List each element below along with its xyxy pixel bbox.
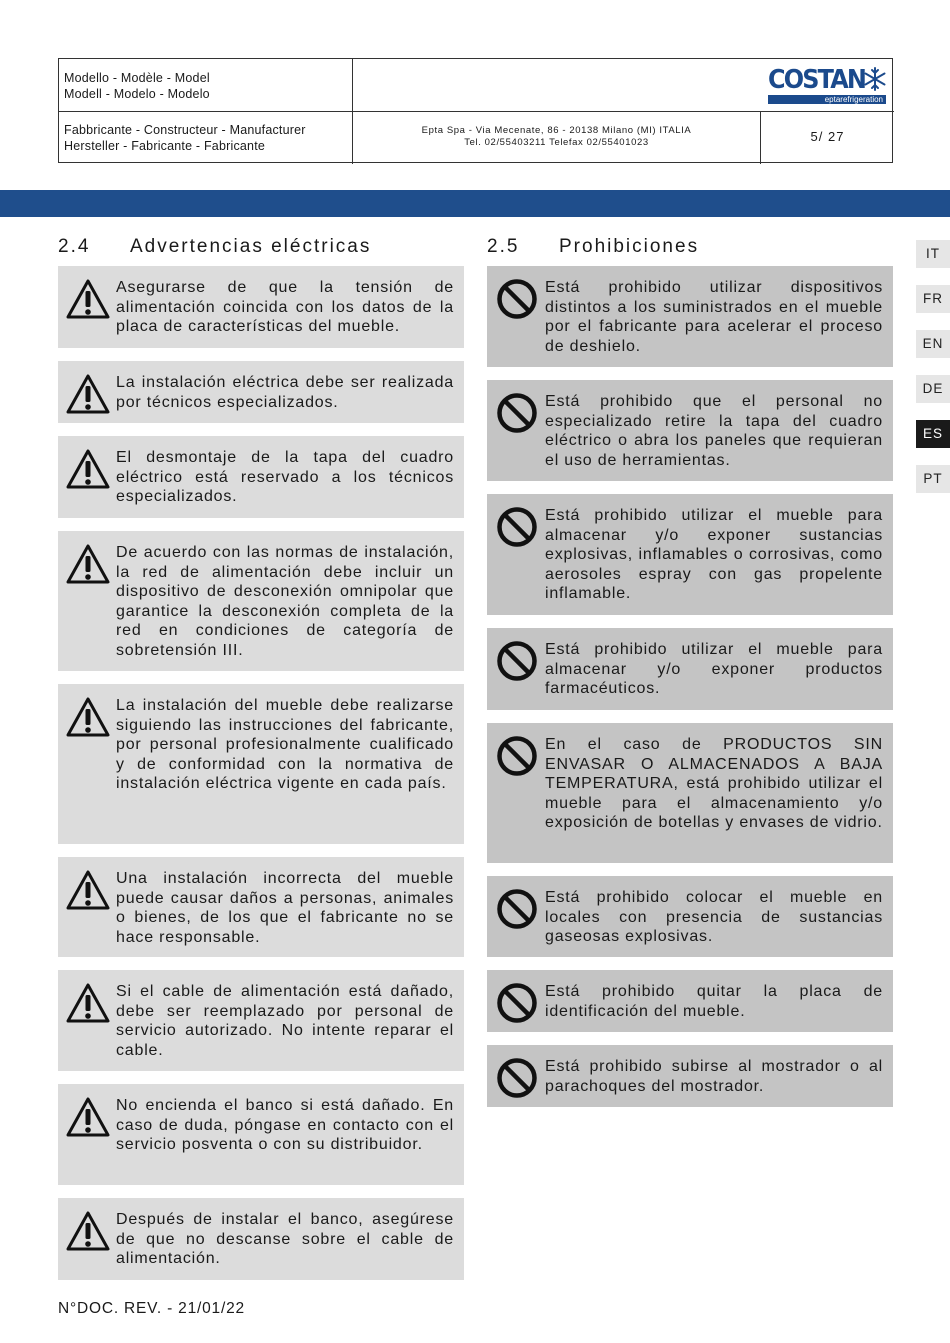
warning-triangle-icon: [66, 373, 110, 415]
prohibition-icon: [495, 392, 539, 434]
warning-box: [58, 266, 464, 348]
warning-box: [58, 1198, 464, 1280]
prohibition-text: En el caso de PRODUCTOS SIN ENVASAR O ALMACENADOS A BAJA TEMPERATURA, está prohibido utilizar el mueble para el almacenamiento y/o exposición de botellas y envases de vidrio.: [545, 736, 883, 831]
logo-wordmark: COSTAN: [768, 65, 866, 95]
warning-box: [58, 531, 464, 671]
warning-box: [58, 970, 464, 1071]
prohibition-icon: [495, 506, 539, 548]
manufacturer-label-cell: [59, 112, 353, 164]
language-tab-de[interactable]: DE: [916, 375, 950, 403]
language-tab-en[interactable]: EN: [916, 330, 950, 358]
warning-text: No encienda el banco si está dañado. En caso de duda, póngase en contacto con el servicio posventa o con su distribuidor.: [116, 1097, 454, 1153]
warning-triangle-icon: [66, 1096, 110, 1138]
language-tabs: [916, 240, 950, 510]
warning-triangle-icon: [66, 1210, 110, 1252]
logo-subtitle: eptarefrigeration: [768, 95, 886, 104]
page-number: 5/ 27: [810, 129, 845, 144]
prohibition-box: [487, 723, 893, 863]
language-tab-it[interactable]: IT: [916, 240, 950, 268]
warning-triangle-icon: [66, 278, 110, 320]
language-tab-fr[interactable]: FR: [916, 285, 950, 313]
section-number: 2.4: [58, 236, 91, 257]
warning-triangle-icon: [66, 696, 110, 738]
prohibition-text: Está prohibido utilizar dispositivos distintos a los suministrados en el mueble por el fabricante para acelerar el proceso de deshielo.: [545, 279, 883, 355]
prohibition-text: Está prohibido colocar el mueble en locales con presencia de sustancias gaseosas explosivas.: [545, 889, 883, 945]
model-label-line-1: Modello - Modèle - Model: [64, 71, 210, 85]
section-2-4-heading: [58, 236, 372, 258]
language-tab-pt[interactable]: PT: [916, 465, 950, 493]
warning-box: [58, 857, 464, 957]
document-revision-footer: N°DOC. REV. - 21/01/22: [58, 1300, 245, 1317]
section-number: 2.5: [487, 236, 520, 257]
warning-box: [58, 1084, 464, 1185]
model-value-cell: [353, 59, 761, 112]
warning-box: [58, 361, 464, 423]
warning-text: La instalación del mueble debe realizarse siguiendo las instrucciones del fabricante, por personal profesionalmente cualificado y de conformidad con la normativa de instalación eléctrica vigente en cada país.: [116, 697, 454, 792]
costan-logo: [767, 65, 887, 105]
prohibition-icon: [495, 982, 539, 1024]
section-title: Advertencias eléctricas: [130, 236, 372, 257]
warning-text: El desmontaje de la tapa del cuadro eléctrico está reservado a los técnicos especializados.: [116, 449, 454, 505]
prohibition-box: [487, 494, 893, 615]
warning-text: La instalación eléctrica debe ser realizada por técnicos especializados.: [116, 374, 454, 411]
model-label-line-2: Modell - Modelo - Modelo: [64, 87, 210, 101]
prohibition-box: [487, 380, 893, 481]
warning-text: Si el cable de alimentación está dañado, debe ser reemplazado por personal de servicio autorizado. No intente reparar el cable.: [116, 983, 454, 1059]
model-label-cell: [59, 59, 353, 112]
prohibition-icon: [495, 278, 539, 320]
manufacturer-contact: Tel. 02/55403211 Telefax 02/55401023: [464, 137, 649, 148]
prohibition-box: [487, 266, 893, 367]
warning-triangle-icon: [66, 982, 110, 1024]
prohibition-icon: [495, 640, 539, 682]
snowflake-icon: [863, 66, 887, 92]
prohibition-icon: [495, 888, 539, 930]
header-band: [0, 190, 950, 217]
warning-text: Asegurarse de que la tensión de alimentación coincida con los datos de la placa de características del mueble.: [116, 279, 454, 335]
section-2-5-heading: [487, 236, 700, 258]
prohibition-box: [487, 970, 893, 1032]
warning-text: De acuerdo con las normas de instalación, la red de alimentación debe incluir un dispositivo de desconexión omnipolar que garantice la desconexión completa de la red en condiciones de categoría de sobretensión III.: [116, 544, 454, 659]
logo-cell: [761, 59, 894, 112]
prohibition-box: [487, 1045, 893, 1107]
warning-triangle-icon: [66, 869, 110, 911]
prohibition-text: Está prohibido subirse al mostrador o al parachoques del mostrador.: [545, 1058, 883, 1095]
manufacturer-value-cell: [353, 112, 761, 164]
prohibition-text: Está prohibido utilizar el mueble para almacenar y/o exponer sustancias explosivas, inflamables o corrosivas, como aerosoles espray con gas propelente inflamable.: [545, 507, 883, 602]
warning-box: [58, 684, 464, 844]
warning-text: Una instalación incorrecta del mueble puede causar daños a personas, animales o bienes, de los que el fabricante no se hace responsable.: [116, 870, 454, 946]
warning-box: [58, 436, 464, 518]
warning-text: Después de instalar el banco, asegúrese de que no descanse sobre el cable de alimentación.: [116, 1211, 454, 1267]
warning-triangle-icon: [66, 448, 110, 490]
manufacturer-label-line-1: Fabbricante - Constructeur - Manufacturer: [64, 123, 306, 137]
prohibition-icon: [495, 1057, 539, 1099]
prohibition-text: Está prohibido utilizar el mueble para almacenar y/o exponer productos farmacéuticos.: [545, 641, 883, 697]
manufacturer-address: Epta Spa - Via Mecenate, 86 - 20138 Milano (MI) ITALIA: [421, 125, 692, 136]
prohibition-text: Está prohibido quitar la placa de identificación del mueble.: [545, 983, 883, 1020]
prohibition-box: [487, 876, 893, 957]
manufacturer-label-line-2: Hersteller - Fabricante - Fabricante: [64, 139, 266, 153]
language-tab-es[interactable]: ES: [916, 420, 950, 448]
section-title: Prohibiciones: [559, 236, 700, 257]
prohibition-box: [487, 628, 893, 710]
warning-triangle-icon: [66, 543, 110, 585]
document-header-table: [58, 58, 893, 163]
prohibition-text: Está prohibido que el personal no especializado retire la tapa del cuadro eléctrico o abra los paneles que requieran el uso de herramientas.: [545, 393, 883, 469]
prohibition-icon: [495, 735, 539, 777]
